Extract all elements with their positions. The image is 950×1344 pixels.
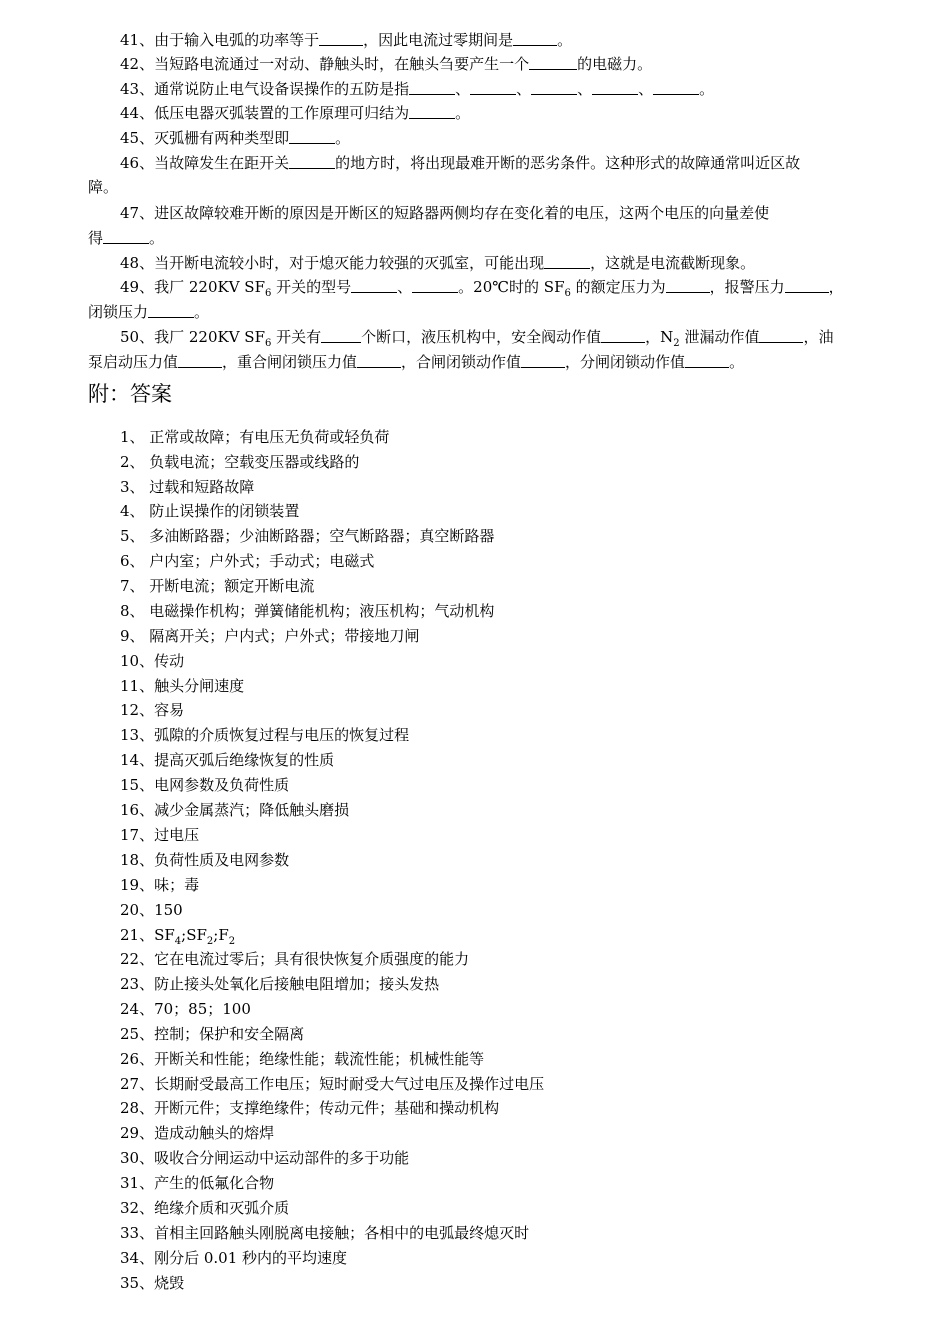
answer-blank: [289, 154, 335, 169]
answer-blank: [103, 229, 149, 244]
answer-item: 8、 电磁操作机构；弹簧储能机构；液压机构；气动机构: [120, 602, 495, 620]
question-text: 个断口，液压机构中，安全阀动作值: [361, 328, 602, 346]
answer-item: 29、造成动触头的熔焊: [120, 1124, 275, 1142]
answer-item: 18、负荷性质及电网参数: [120, 851, 290, 869]
answer-item: 2、 负载电流；空载变压器或线路的: [120, 453, 360, 471]
subscript: 4: [174, 936, 182, 947]
subscript: 2: [228, 936, 236, 947]
answer-item: 7、 开断电流；额定开断电流: [120, 577, 315, 595]
answer-item: 20、150: [120, 901, 183, 919]
answer-blank: [470, 80, 516, 95]
answer-item: 33、首相主回路触头刚脱离电接触；各相中的电弧最终熄灭时: [120, 1224, 530, 1242]
question-text: 46、当故障发生在距开关: [120, 154, 290, 172]
subscript: 2: [673, 338, 680, 349]
question-text: 。: [557, 31, 573, 49]
answer-item: 23、防止接头处氧化后接触电阻增加；接头发热: [120, 975, 440, 993]
answer-item: 5、 多油断路器；少油断路器；空气断路器；真空断路器: [120, 527, 495, 545]
answer-heading: 附：答案: [88, 382, 172, 406]
question-text: 43、通常说防止电气设备误操作的五防是指: [120, 80, 410, 98]
answer-item: 30、吸收合分闸运动中运动部件的多于功能: [120, 1149, 410, 1167]
answer-item: 19、味；毒: [120, 876, 200, 894]
separator: 、: [516, 80, 532, 98]
answer-item: 10、传动: [120, 652, 185, 670]
answer-item: 16、减少金属蒸汽；降低触头磨损: [120, 801, 350, 819]
question-text: 。20℃时的 SF: [458, 278, 565, 296]
answer-item: 9、 隔离开关；户内式；户外式；带接地刀闸: [120, 627, 420, 645]
question-text: 。: [335, 129, 351, 147]
question-text: 泵启动压力值: [88, 353, 179, 371]
answer-blank: [785, 278, 829, 293]
answer-item: 15、电网参数及负荷性质: [120, 776, 290, 794]
answer-blank: [531, 80, 577, 95]
answer-blank: [412, 278, 458, 293]
answer-blank: [685, 353, 729, 368]
answer-item: 4、 防止误操作的闭锁装置: [120, 502, 300, 520]
answer-blank: [178, 353, 222, 368]
answer-item: 22、它在电流过零后；具有很快恢复介质强度的能力: [120, 950, 470, 968]
answer-item-21: [120, 925, 235, 948]
answer-blank: [357, 353, 401, 368]
answer-blank: [759, 328, 803, 343]
answer-text: 21、SF: [120, 926, 175, 944]
answer-blank: [148, 303, 194, 318]
answer-blank: [601, 328, 645, 343]
question-text: ，: [828, 278, 844, 296]
question-text: ，油: [803, 328, 834, 346]
answer-blank: [351, 278, 397, 293]
answer-blank: [666, 278, 710, 293]
question-text: 的地方时，将出现最难开断的恶劣条件。这种形式的故障通常叫近区故: [335, 154, 801, 172]
question-text: 闭锁压力: [88, 303, 149, 321]
answer-text: ;F: [213, 926, 229, 944]
answer-item: 26、开断关和性能；绝缘性能；载流性能；机械性能等: [120, 1050, 485, 1068]
answer-item: 32、绝缘介质和灭弧介质: [120, 1199, 290, 1217]
answer-item: 35、烧毁: [120, 1274, 185, 1292]
question-text: 。: [729, 353, 745, 371]
question-text: 41、由于输入电弧的功率等于: [120, 31, 320, 49]
separator: 、: [455, 80, 471, 98]
answer-item: 24、70；85；100: [120, 1000, 251, 1018]
answer-item: 12、容易: [120, 701, 185, 719]
question-text: ，报警压力: [709, 278, 785, 296]
separator: 、: [577, 80, 593, 98]
answer-blank: [513, 31, 557, 46]
answer-text: ;SF: [181, 926, 207, 944]
question-text: ，重合闸闭锁压力值: [222, 353, 358, 371]
answer-item: 3、 过载和短路故障: [120, 478, 255, 496]
question-text: ，因此电流过零期间是: [363, 31, 514, 49]
answer-blank: [529, 55, 577, 70]
answer-item: 28、开断元件；支撑绝缘件；传动元件；基础和操动机构: [120, 1099, 500, 1117]
question-text: 44、低压电器灭弧装置的工作原理可归结为: [120, 104, 410, 122]
question-text: 的电磁力。: [577, 55, 653, 73]
answer-item: 6、 户内室；户外式；手动式；电磁式: [120, 552, 375, 570]
question-text: 泄漏动作值: [679, 328, 760, 346]
answer-blank: [289, 129, 335, 144]
answer-item: 34、刚分后 0.01 秒内的平均速度: [120, 1249, 348, 1267]
answer-blank: [653, 80, 699, 95]
answer-item: 17、过电压: [120, 826, 200, 844]
answer-item: 13、弧隙的介质恢复过程与电压的恢复过程: [120, 726, 410, 744]
subscript: 2: [206, 936, 214, 947]
question-text: 48、当开断电流较小时，对于熄灭能力较强的灭弧室，可能出现: [120, 254, 545, 272]
question-text: 47、进区故障较难开断的原因是开断区的短路器两侧均存在变化着的电压，这两个电压的向量差使: [120, 204, 770, 222]
answer-item: 27、长期耐受最高工作电压；短时耐受大气过电压及操作过电压: [120, 1075, 545, 1093]
question-text: 得: [88, 229, 104, 247]
question-text: 开关有: [271, 328, 322, 346]
answer-item: 11、触头分闸速度: [120, 677, 245, 695]
question-text: ，这就是电流截断现象。: [590, 254, 756, 272]
answer-blank: [321, 328, 361, 343]
answer-blank: [544, 254, 590, 269]
answer-item: 14、提高灭弧后绝缘恢复的性质: [120, 751, 335, 769]
question-text: 的额定压力为: [570, 278, 666, 296]
question-text: 。: [194, 303, 210, 321]
subscript: 6: [264, 338, 272, 349]
answer-blank: [409, 80, 455, 95]
answer-item: 25、控制；保护和安全隔离: [120, 1025, 305, 1043]
question-text: 。: [699, 80, 715, 98]
answer-blank: [592, 80, 638, 95]
question-text: 、: [397, 278, 413, 296]
subscript: 6: [264, 288, 272, 299]
question-text: ，合闸闭锁动作值: [401, 353, 522, 371]
question-text: 。: [149, 229, 165, 247]
question-text: 开关的型号: [271, 278, 352, 296]
answer-item: 31、产生的低氟化合物: [120, 1174, 275, 1192]
answer-item: 1、 正常或故障；有电压无负荷或轻负荷: [120, 428, 390, 446]
question-text: 障。: [88, 178, 119, 196]
answer-blank: [521, 353, 565, 368]
question-text: 42、当短路电流通过一对动、静触头时，在触头刍要产生一个: [120, 55, 530, 73]
question-text: 45、灭弧栅有两种类型即: [120, 129, 290, 147]
question-text: 49、我厂 220KV SF: [120, 278, 265, 296]
question-text: 50、我厂 220KV SF: [120, 328, 265, 346]
answer-blank: [319, 31, 363, 46]
question-text: 。: [455, 104, 471, 122]
subscript: 6: [564, 288, 571, 299]
separator: 、: [638, 80, 654, 98]
question-text: ，分闸闭锁动作值: [565, 353, 686, 371]
question-text: ，N: [645, 328, 674, 346]
answer-blank: [409, 104, 455, 119]
